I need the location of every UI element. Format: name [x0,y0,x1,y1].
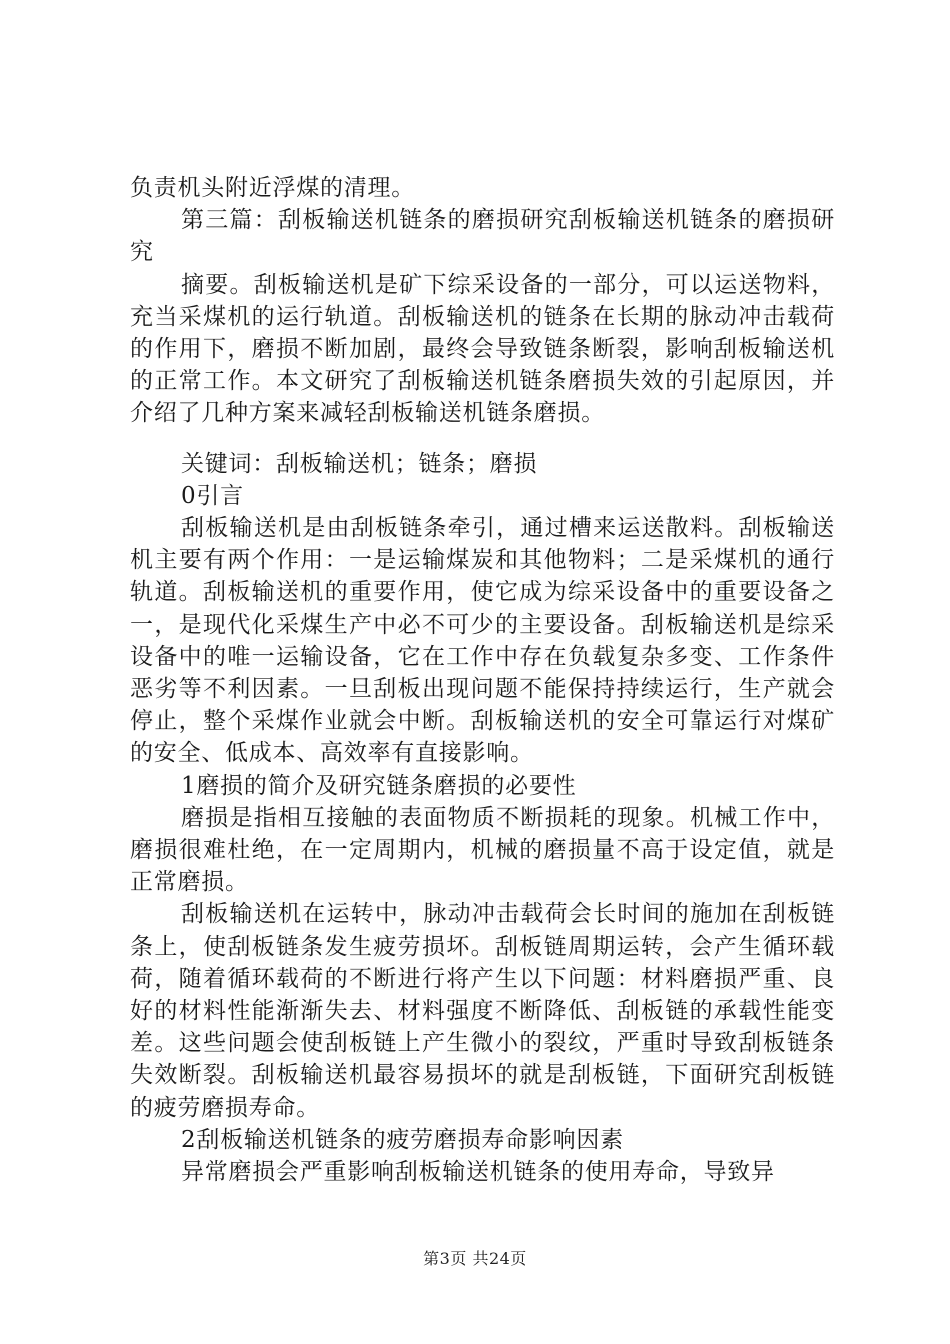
paragraph: 第三篇：刮板输送机链条的磨损研究刮板输送机链条的磨损研究 [130,207,835,266]
paragraph: 摘要。刮板输送机是矿下综采设备的一部分，可以运送物料，充当采煤机的运行轨道。刮板输送机的链条在长期的脉动冲击载荷的作用下，磨损不断加剧，最终会导致链条断裂，影响刮板输送机的正常工作。本文研究了刮板输送机链条磨损失效的引起原因，并介绍了几种方案来减轻刮板输送机链条磨损。 [130,271,835,427]
paragraph: 负责机头附近浮煤的清理。 [130,175,415,201]
page-number-label: 第3页 共24页 [423,1249,527,1268]
paragraph: 刮板输送机是由刮板链条牵引，通过槽来运送散料。刮板输送机主要有两个作用：一是运输煤炭和其他物料；二是采煤机的通行轨道。刮板输送机的重要作用，使它成为综采设备中的重要设备之一，是现代化采煤生产中必不可少的主要设备。刮板输送机是综采设备中的唯一运输设备，它在工作中存在负载复杂多变、工作条件恶劣等不利因素。一旦刮板出现问题不能保持持续运行，生产就会停止，整个采煤作业就会中断。刮板输送机的安全可靠运行对煤矿的安全、低成本、高效率有直接影响。 [130,515,835,767]
paragraph: 刮板输送机在运转中，脉动冲击载荷会长时间的施加在刮板链条上，使刮板链条发生疲劳损坏。刮板链周期运转，会产生循环载荷，随着循环载荷的不断进行将产生以下问题：材料磨损严重、良好的材料性能渐渐失去、材料强度不断降低、刮板链的承载性能变差。这些问题会使刮板链上产生微小的裂纹，严重时导致刮板链条失效断裂。刮板输送机最容易损坏的就是刮板链，下面研究刮板链的疲劳磨损寿命。 [130,901,835,1121]
paragraph: 关键词：刮板输送机；链条；磨损 [181,450,538,477]
paragraph: 0引言 [181,482,244,509]
paragraph: 2刮板输送机链条的疲劳磨损寿命影响因素 [181,1126,624,1153]
paragraph: 1磨损的简介及研究链条磨损的必要性 [181,772,577,799]
page-footer [0,1246,950,1269]
paragraph: 磨损是指相互接触的表面物质不断损耗的现象。机械工作中，磨损很难杜绝，在一定周期内，机械的磨损量不高于设定值，就是正常磨损。 [130,804,835,896]
document-body [130,172,835,1188]
paragraph: 异常磨损会严重影响刮板输送机链条的使用寿命，导致异 [181,1159,775,1186]
